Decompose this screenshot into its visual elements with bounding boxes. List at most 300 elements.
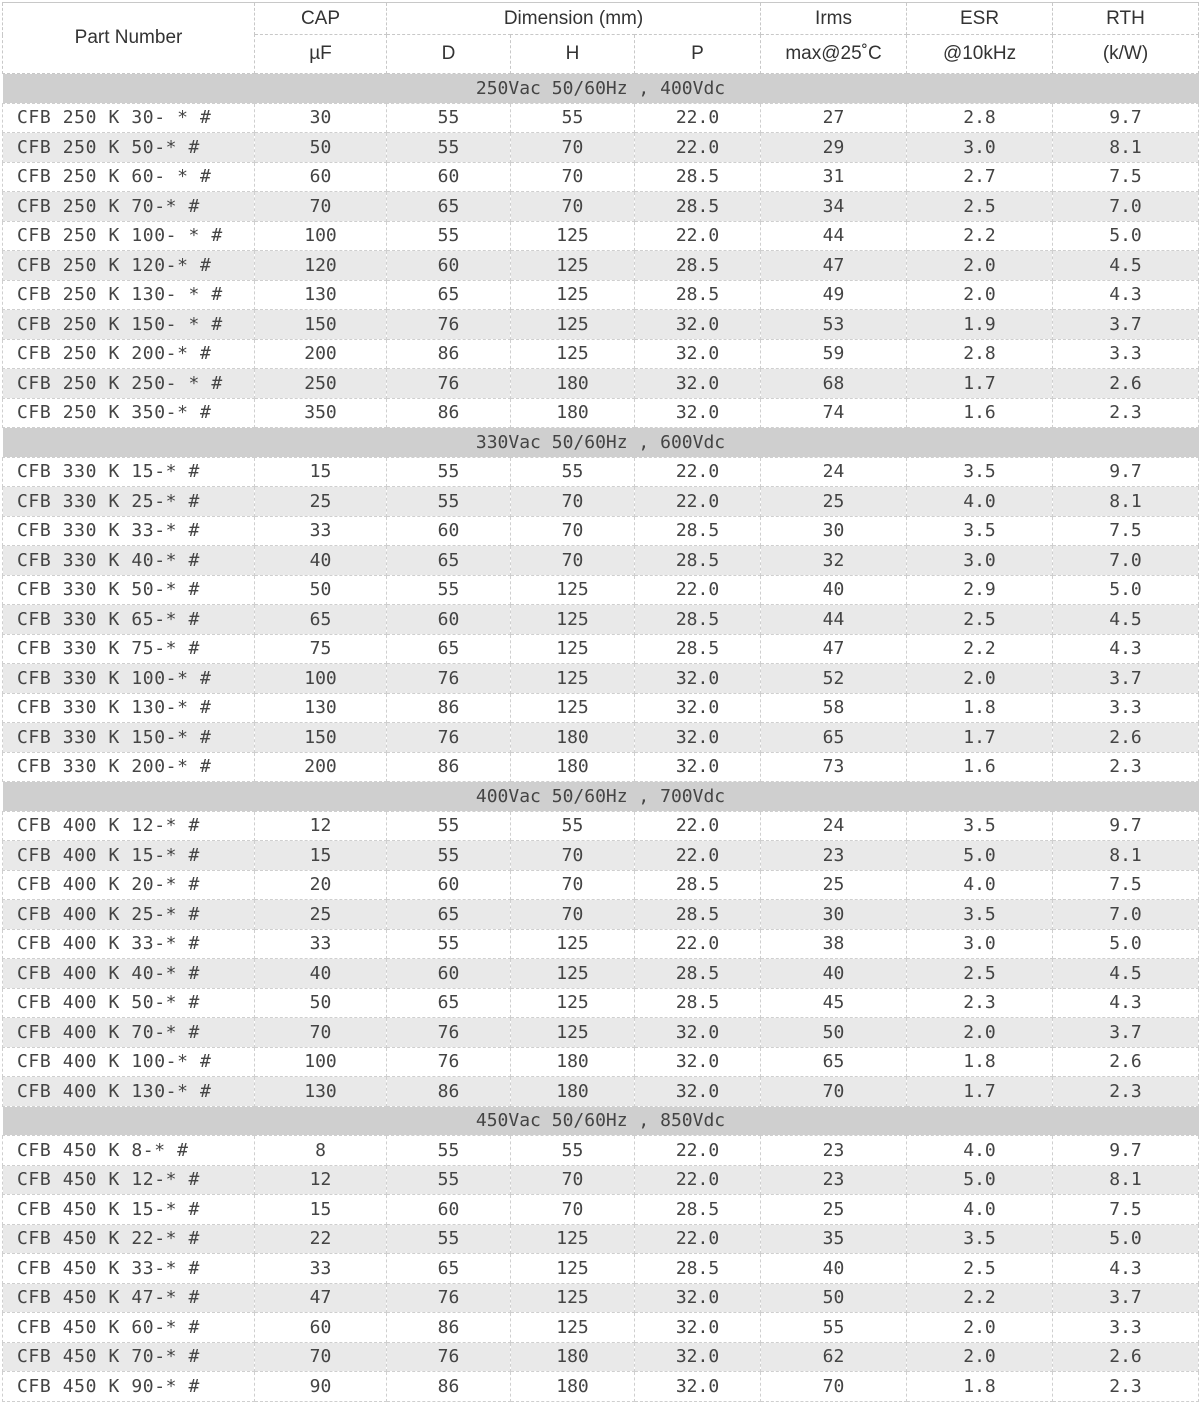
cell-h: 125: [511, 1018, 635, 1048]
table-row: [3, 1195, 1199, 1225]
cell-rth: 7.0: [1053, 900, 1199, 930]
table-row: [3, 575, 1199, 605]
cell-part-number: CFB 250 K 100- * #: [3, 221, 255, 251]
cell-part-number: CFB 330 K 150-* #: [3, 723, 255, 753]
cell-esr: 2.5: [907, 959, 1053, 989]
cell-d: 55: [387, 929, 511, 959]
cell-irms: 74: [761, 398, 907, 428]
cell-h: 125: [511, 575, 635, 605]
cell-irms: 70: [761, 1077, 907, 1107]
cell-d: 65: [387, 988, 511, 1018]
cell-rth: 3.3: [1053, 339, 1199, 369]
cell-rth: 2.6: [1053, 723, 1199, 753]
cell-cap: 50: [255, 575, 387, 605]
cell-p: 32.0: [635, 369, 761, 399]
cell-irms: 49: [761, 280, 907, 310]
cell-h: 125: [511, 221, 635, 251]
cell-part-number: CFB 400 K 50-* #: [3, 988, 255, 1018]
table-row: [3, 221, 1199, 251]
cell-part-number: CFB 400 K 33-* #: [3, 929, 255, 959]
cell-p: 28.5: [635, 162, 761, 192]
cell-esr: 3.5: [907, 1224, 1053, 1254]
cell-part-number: CFB 450 K 12-* #: [3, 1165, 255, 1195]
cell-d: 86: [387, 339, 511, 369]
cell-rth: 8.1: [1053, 1165, 1199, 1195]
cell-irms: 23: [761, 841, 907, 871]
cell-esr: 3.5: [907, 900, 1053, 930]
table-row: [3, 929, 1199, 959]
cell-rth: 7.5: [1053, 516, 1199, 546]
cell-cap: 12: [255, 1165, 387, 1195]
cell-cap: 33: [255, 1254, 387, 1284]
cell-irms: 68: [761, 369, 907, 399]
cell-cap: 30: [255, 103, 387, 133]
table-row: [3, 1165, 1199, 1195]
cell-p: 28.5: [635, 280, 761, 310]
cell-cap: 50: [255, 988, 387, 1018]
cell-h: 70: [511, 546, 635, 576]
cell-esr: 2.0: [907, 664, 1053, 694]
cell-rth: 4.3: [1053, 988, 1199, 1018]
cell-cap: 40: [255, 959, 387, 989]
cell-irms: 25: [761, 870, 907, 900]
cell-p: 28.5: [635, 900, 761, 930]
cell-d: 65: [387, 546, 511, 576]
cell-irms: 35: [761, 1224, 907, 1254]
cell-esr: 4.0: [907, 870, 1053, 900]
cell-irms: 40: [761, 1254, 907, 1284]
cell-h: 125: [511, 251, 635, 281]
cell-esr: 2.5: [907, 605, 1053, 635]
table-row: [3, 693, 1199, 723]
header-d: D: [387, 35, 511, 74]
cell-irms: 50: [761, 1018, 907, 1048]
cell-rth: 8.1: [1053, 133, 1199, 163]
cell-h: 70: [511, 841, 635, 871]
table-row: [3, 1283, 1199, 1313]
cell-cap: 130: [255, 1077, 387, 1107]
cell-cap: 50: [255, 133, 387, 163]
cell-part-number: CFB 330 K 40-* #: [3, 546, 255, 576]
header-cap-unit: µF: [255, 35, 387, 74]
cell-rth: 9.7: [1053, 457, 1199, 487]
table-row: [3, 959, 1199, 989]
cell-h: 55: [511, 103, 635, 133]
cell-part-number: CFB 250 K 60- * #: [3, 162, 255, 192]
table-row: [3, 664, 1199, 694]
cell-part-number: CFB 400 K 25-* #: [3, 900, 255, 930]
cell-d: 60: [387, 251, 511, 281]
cell-part-number: CFB 250 K 130- * #: [3, 280, 255, 310]
cell-cap: 70: [255, 1342, 387, 1372]
cell-d: 86: [387, 1313, 511, 1343]
cell-esr: 1.9: [907, 310, 1053, 340]
cell-p: 28.5: [635, 1254, 761, 1284]
cell-cap: 70: [255, 1018, 387, 1048]
header-esr-unit: @10kHz: [907, 35, 1053, 74]
cell-esr: 4.0: [907, 1136, 1053, 1166]
section-title: 250Vac 50/60Hz , 400Vdc: [3, 74, 1199, 104]
cell-irms: 23: [761, 1136, 907, 1166]
cell-h: 180: [511, 1342, 635, 1372]
cell-irms: 55: [761, 1313, 907, 1343]
cell-p: 32.0: [635, 1342, 761, 1372]
cell-esr: 2.2: [907, 634, 1053, 664]
cell-cap: 250: [255, 369, 387, 399]
cell-esr: 5.0: [907, 841, 1053, 871]
cell-d: 76: [387, 664, 511, 694]
cell-esr: 1.7: [907, 369, 1053, 399]
cell-part-number: CFB 450 K 8-* #: [3, 1136, 255, 1166]
cell-h: 180: [511, 398, 635, 428]
cell-h: 180: [511, 369, 635, 399]
cell-h: 70: [511, 1195, 635, 1225]
cell-d: 60: [387, 870, 511, 900]
cell-d: 60: [387, 959, 511, 989]
cell-rth: 2.6: [1053, 369, 1199, 399]
table-header: [3, 3, 1199, 74]
cell-d: 55: [387, 841, 511, 871]
cell-p: 28.5: [635, 1195, 761, 1225]
cell-rth: 2.3: [1053, 1077, 1199, 1107]
cell-rth: 4.3: [1053, 1254, 1199, 1284]
cell-d: 65: [387, 192, 511, 222]
cell-d: 55: [387, 811, 511, 841]
table-row: [3, 900, 1199, 930]
table-row: [3, 310, 1199, 340]
table-row: [3, 841, 1199, 871]
cell-irms: 30: [761, 516, 907, 546]
cell-irms: 53: [761, 310, 907, 340]
capacitor-spec-table: [2, 2, 1199, 1402]
cell-h: 70: [511, 516, 635, 546]
cell-irms: 24: [761, 457, 907, 487]
cell-irms: 47: [761, 634, 907, 664]
cell-part-number: CFB 450 K 22-* #: [3, 1224, 255, 1254]
cell-cap: 130: [255, 280, 387, 310]
cell-h: 70: [511, 192, 635, 222]
cell-part-number: CFB 250 K 350-* #: [3, 398, 255, 428]
cell-h: 70: [511, 487, 635, 517]
table-row: [3, 133, 1199, 163]
cell-d: 86: [387, 752, 511, 782]
cell-cap: 33: [255, 929, 387, 959]
cell-p: 22.0: [635, 103, 761, 133]
cell-p: 22.0: [635, 575, 761, 605]
cell-part-number: CFB 400 K 70-* #: [3, 1018, 255, 1048]
cell-p: 32.0: [635, 398, 761, 428]
header-cap: CAP: [255, 3, 387, 35]
header-rth-unit: (k/W): [1053, 35, 1199, 74]
cell-cap: 130: [255, 693, 387, 723]
cell-d: 60: [387, 605, 511, 635]
cell-p: 32.0: [635, 1313, 761, 1343]
cell-irms: 65: [761, 1047, 907, 1077]
cell-cap: 47: [255, 1283, 387, 1313]
cell-p: 28.5: [635, 870, 761, 900]
table-row: [3, 1018, 1199, 1048]
cell-d: 76: [387, 723, 511, 753]
cell-part-number: CFB 330 K 130-* #: [3, 693, 255, 723]
cell-d: 65: [387, 1254, 511, 1284]
cell-p: 32.0: [635, 1372, 761, 1402]
table-row: [3, 192, 1199, 222]
cell-esr: 2.8: [907, 103, 1053, 133]
cell-part-number: CFB 330 K 65-* #: [3, 605, 255, 635]
cell-irms: 30: [761, 900, 907, 930]
cell-h: 180: [511, 723, 635, 753]
cell-cap: 350: [255, 398, 387, 428]
cell-irms: 44: [761, 221, 907, 251]
section-header-row: [3, 428, 1199, 458]
cell-p: 28.5: [635, 192, 761, 222]
table-row: [3, 398, 1199, 428]
cell-h: 180: [511, 1077, 635, 1107]
cell-irms: 50: [761, 1283, 907, 1313]
cell-d: 65: [387, 900, 511, 930]
cell-h: 55: [511, 811, 635, 841]
cell-d: 76: [387, 310, 511, 340]
cell-esr: 2.2: [907, 1283, 1053, 1313]
cell-cap: 70: [255, 192, 387, 222]
cell-cap: 33: [255, 516, 387, 546]
cell-cap: 15: [255, 1195, 387, 1225]
cell-irms: 32: [761, 546, 907, 576]
cell-rth: 9.7: [1053, 811, 1199, 841]
cell-rth: 3.7: [1053, 1283, 1199, 1313]
cell-d: 65: [387, 280, 511, 310]
cell-irms: 52: [761, 664, 907, 694]
table-row: [3, 103, 1199, 133]
cell-rth: 7.5: [1053, 162, 1199, 192]
cell-irms: 65: [761, 723, 907, 753]
cell-h: 70: [511, 1165, 635, 1195]
cell-d: 76: [387, 369, 511, 399]
cell-irms: 24: [761, 811, 907, 841]
cell-h: 125: [511, 280, 635, 310]
table-row: [3, 487, 1199, 517]
cell-d: 60: [387, 1195, 511, 1225]
header-part-number: Part Number: [3, 3, 255, 74]
cell-rth: 7.0: [1053, 192, 1199, 222]
cell-esr: 4.0: [907, 487, 1053, 517]
cell-esr: 2.0: [907, 1018, 1053, 1048]
cell-h: 125: [511, 988, 635, 1018]
cell-d: 55: [387, 1136, 511, 1166]
cell-d: 55: [387, 1165, 511, 1195]
cell-part-number: CFB 450 K 70-* #: [3, 1342, 255, 1372]
table-row: [3, 1372, 1199, 1402]
cell-cap: 90: [255, 1372, 387, 1402]
cell-rth: 3.3: [1053, 693, 1199, 723]
cell-cap: 100: [255, 1047, 387, 1077]
cell-rth: 7.0: [1053, 546, 1199, 576]
table-row: [3, 1224, 1199, 1254]
cell-part-number: CFB 330 K 50-* #: [3, 575, 255, 605]
cell-rth: 4.3: [1053, 280, 1199, 310]
cell-h: 125: [511, 310, 635, 340]
cell-esr: 2.0: [907, 1313, 1053, 1343]
cell-p: 32.0: [635, 310, 761, 340]
cell-irms: 38: [761, 929, 907, 959]
cell-part-number: CFB 250 K 50-* #: [3, 133, 255, 163]
cell-esr: 2.8: [907, 339, 1053, 369]
table-row: [3, 1077, 1199, 1107]
cell-esr: 1.6: [907, 398, 1053, 428]
cell-esr: 3.0: [907, 546, 1053, 576]
cell-esr: 1.6: [907, 752, 1053, 782]
cell-part-number: CFB 400 K 20-* #: [3, 870, 255, 900]
cell-cap: 20: [255, 870, 387, 900]
cell-esr: 2.2: [907, 221, 1053, 251]
cell-d: 55: [387, 457, 511, 487]
cell-p: 32.0: [635, 1077, 761, 1107]
cell-part-number: CFB 450 K 90-* #: [3, 1372, 255, 1402]
header-dimension: Dimension (mm): [387, 3, 761, 35]
cell-irms: 59: [761, 339, 907, 369]
cell-d: 76: [387, 1283, 511, 1313]
cell-d: 60: [387, 516, 511, 546]
cell-irms: 25: [761, 487, 907, 517]
cell-p: 28.5: [635, 988, 761, 1018]
cell-irms: 58: [761, 693, 907, 723]
cell-d: 55: [387, 487, 511, 517]
cell-d: 55: [387, 221, 511, 251]
table-body: [3, 74, 1199, 1402]
table-row: [3, 516, 1199, 546]
table-row: [3, 752, 1199, 782]
table-row: [3, 1136, 1199, 1166]
cell-d: 60: [387, 162, 511, 192]
cell-cap: 25: [255, 900, 387, 930]
cell-cap: 40: [255, 546, 387, 576]
cell-cap: 100: [255, 664, 387, 694]
cell-irms: 44: [761, 605, 907, 635]
cell-esr: 2.5: [907, 192, 1053, 222]
cell-cap: 8: [255, 1136, 387, 1166]
cell-rth: 2.6: [1053, 1047, 1199, 1077]
cell-p: 22.0: [635, 487, 761, 517]
cell-esr: 2.0: [907, 251, 1053, 281]
cell-esr: 1.8: [907, 1047, 1053, 1077]
cell-p: 32.0: [635, 723, 761, 753]
cell-esr: 5.0: [907, 1165, 1053, 1195]
cell-h: 125: [511, 959, 635, 989]
cell-esr: 3.0: [907, 133, 1053, 163]
header-irms-unit: max@25˚C: [761, 35, 907, 74]
cell-d: 86: [387, 1077, 511, 1107]
cell-p: 28.5: [635, 959, 761, 989]
cell-rth: 5.0: [1053, 1224, 1199, 1254]
table-row: [3, 1254, 1199, 1284]
cell-rth: 4.5: [1053, 605, 1199, 635]
cell-esr: 1.8: [907, 1372, 1053, 1402]
cell-part-number: CFB 330 K 33-* #: [3, 516, 255, 546]
header-esr: ESR: [907, 3, 1053, 35]
cell-rth: 2.3: [1053, 752, 1199, 782]
cell-esr: 3.5: [907, 457, 1053, 487]
cell-irms: 62: [761, 1342, 907, 1372]
cell-part-number: CFB 400 K 130-* #: [3, 1077, 255, 1107]
cell-rth: 5.0: [1053, 221, 1199, 251]
cell-cap: 25: [255, 487, 387, 517]
cell-esr: 2.3: [907, 988, 1053, 1018]
table-row: [3, 723, 1199, 753]
cell-d: 86: [387, 1372, 511, 1402]
table-row: [3, 280, 1199, 310]
cell-h: 125: [511, 634, 635, 664]
cell-p: 22.0: [635, 133, 761, 163]
cell-part-number: CFB 400 K 100-* #: [3, 1047, 255, 1077]
cell-p: 28.5: [635, 634, 761, 664]
cell-esr: 2.7: [907, 162, 1053, 192]
cell-part-number: CFB 450 K 60-* #: [3, 1313, 255, 1343]
cell-part-number: CFB 330 K 15-* #: [3, 457, 255, 487]
cell-rth: 3.3: [1053, 1313, 1199, 1343]
cell-d: 55: [387, 1224, 511, 1254]
section-header-row: [3, 74, 1199, 104]
cell-h: 125: [511, 605, 635, 635]
cell-p: 32.0: [635, 1018, 761, 1048]
cell-h: 70: [511, 133, 635, 163]
cell-h: 125: [511, 664, 635, 694]
table-row: [3, 1342, 1199, 1372]
cell-part-number: CFB 450 K 47-* #: [3, 1283, 255, 1313]
cell-p: 28.5: [635, 546, 761, 576]
table-row: [3, 605, 1199, 635]
cell-d: 76: [387, 1047, 511, 1077]
cell-part-number: CFB 250 K 250- * #: [3, 369, 255, 399]
cell-p: 28.5: [635, 605, 761, 635]
cell-part-number: CFB 250 K 30- * #: [3, 103, 255, 133]
cell-esr: 2.5: [907, 1254, 1053, 1284]
section-header-row: [3, 782, 1199, 812]
cell-irms: 40: [761, 959, 907, 989]
cell-part-number: CFB 450 K 33-* #: [3, 1254, 255, 1284]
cell-esr: 1.7: [907, 723, 1053, 753]
cell-p: 22.0: [635, 929, 761, 959]
cell-rth: 5.0: [1053, 929, 1199, 959]
cell-p: 32.0: [635, 752, 761, 782]
cell-part-number: CFB 250 K 120-* #: [3, 251, 255, 281]
section-title: 330Vac 50/60Hz , 600Vdc: [3, 428, 1199, 458]
cell-h: 125: [511, 1283, 635, 1313]
cell-rth: 7.5: [1053, 870, 1199, 900]
cell-esr: 2.9: [907, 575, 1053, 605]
cell-rth: 4.5: [1053, 251, 1199, 281]
cell-p: 28.5: [635, 516, 761, 546]
cell-esr: 4.0: [907, 1195, 1053, 1225]
cell-p: 32.0: [635, 1283, 761, 1313]
cell-part-number: CFB 400 K 15-* #: [3, 841, 255, 871]
cell-esr: 3.5: [907, 516, 1053, 546]
cell-esr: 2.0: [907, 1342, 1053, 1372]
header-h: H: [511, 35, 635, 74]
header-rth: RTH: [1053, 3, 1199, 35]
cell-irms: 29: [761, 133, 907, 163]
cell-p: 22.0: [635, 1136, 761, 1166]
cell-part-number: CFB 400 K 40-* #: [3, 959, 255, 989]
cell-h: 125: [511, 929, 635, 959]
cell-h: 125: [511, 1313, 635, 1343]
cell-part-number: CFB 250 K 70-* #: [3, 192, 255, 222]
cell-h: 70: [511, 162, 635, 192]
cell-rth: 7.5: [1053, 1195, 1199, 1225]
cell-p: 22.0: [635, 457, 761, 487]
cell-rth: 2.3: [1053, 1372, 1199, 1402]
cell-d: 55: [387, 103, 511, 133]
cell-part-number: CFB 400 K 12-* #: [3, 811, 255, 841]
